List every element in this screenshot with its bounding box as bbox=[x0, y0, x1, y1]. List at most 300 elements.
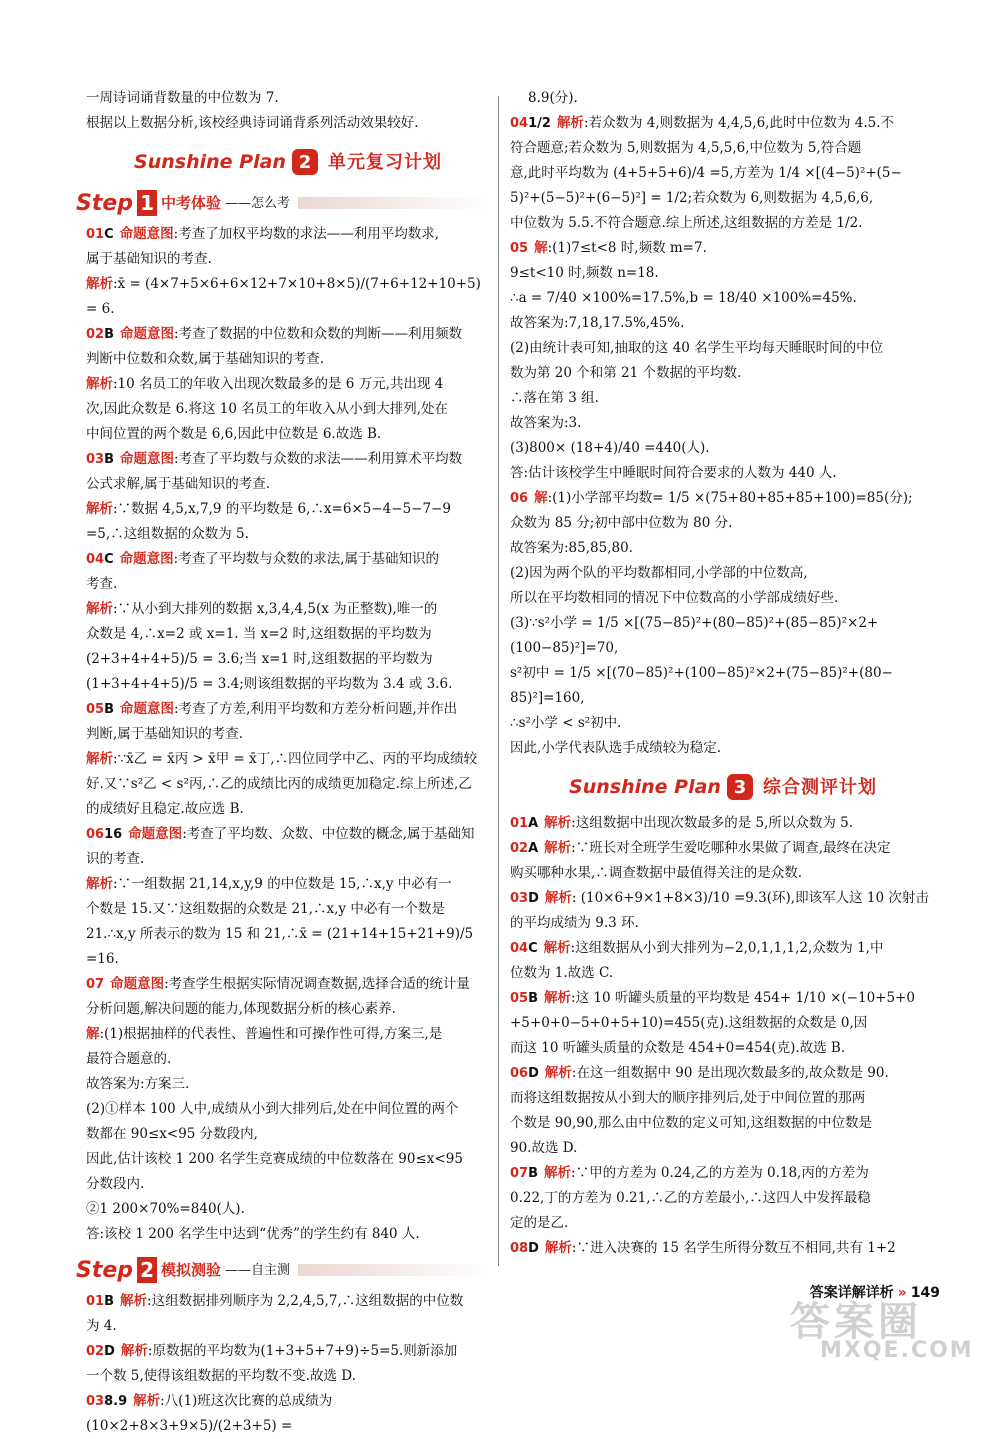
answer-item bbox=[86, 447, 490, 547]
answer-text: :这 10 听罐头质量的平均数是 454+ 1/10 ×(−10+5+0 bbox=[571, 990, 915, 1006]
answer-line bbox=[86, 1222, 490, 1247]
section-tag: 命题意图 bbox=[119, 551, 174, 567]
answer-text: :考查了加权平均数的求法——利用平均数求, bbox=[173, 226, 439, 242]
answer-choice: B bbox=[104, 702, 115, 717]
answer-line bbox=[86, 1339, 490, 1364]
answer-text: 85)²]=160, bbox=[510, 690, 585, 706]
answer-line bbox=[86, 222, 490, 247]
answer-line bbox=[86, 672, 490, 697]
answer-text: 中间位置的两个数是 6,6,因此中位数是 6.故选 B. bbox=[86, 426, 382, 442]
answer-line bbox=[86, 522, 490, 547]
answer-line bbox=[510, 661, 936, 686]
step-number: 1 bbox=[137, 190, 157, 216]
answer-text: 答:估计该校学生中睡眠时间符合要求的人数为 440 人. bbox=[510, 465, 837, 481]
answer-line bbox=[86, 1122, 490, 1147]
answer-text: 而这 10 听罐头质量的众数是 454+0=454(克).故选 B. bbox=[510, 1040, 846, 1056]
answer-choice: 16 bbox=[104, 827, 123, 842]
answer-text: 数为第 20 个和第 21 个数据的平均数. bbox=[510, 365, 742, 381]
answer-text: ②1 200×70%=840(人). bbox=[86, 1201, 245, 1217]
section-tag: 解 bbox=[534, 240, 548, 256]
answer-text: ∴s²小学 < s²初中. bbox=[510, 715, 622, 731]
answer-line bbox=[510, 111, 936, 136]
answer-text: 9≤t<10 时,频数 n=18. bbox=[510, 265, 659, 281]
answer-text: 次,因此众数是 6.将这 10 名员工的年收入从小到大排列,处在 bbox=[86, 401, 449, 417]
answer-line bbox=[86, 797, 490, 822]
answer-item bbox=[510, 1236, 936, 1261]
answer-text: 21.∴x,y 所表示的数为 15 和 21,∴x̄ = (21+14+15+21+9)/5 bbox=[86, 926, 474, 942]
intro-line-2: 根据以上数据分析,该校经典诗词诵背系列活动效果较好. bbox=[86, 115, 419, 131]
answer-text: 5)²+(5−5)²+(6−5)²] = 1/2;若众数为 6,则数据为 4,5,6,6, bbox=[510, 190, 874, 206]
answer-text: :∵一组数据 21,14,x,y,9 的中位数是 15,∴x,y 中必有一 bbox=[113, 876, 452, 892]
answer-choice: 1/2 bbox=[528, 116, 551, 131]
answer-text: ∴落在第 3 组. bbox=[510, 390, 599, 406]
answer-line bbox=[510, 886, 936, 911]
section-tag: 解析 bbox=[556, 115, 584, 131]
answer-line bbox=[510, 911, 936, 936]
answer-item bbox=[86, 697, 490, 822]
answer-line bbox=[510, 586, 936, 611]
answer-text: (2)①样本 100 人中,成绩从小到大排列后,处在中间位置的两个 bbox=[86, 1101, 459, 1117]
answer-choice: B bbox=[104, 327, 115, 342]
answer-line bbox=[86, 1147, 490, 1172]
plan-number-badge: 2 bbox=[292, 149, 318, 175]
section-tag: 解析 bbox=[86, 501, 113, 517]
question-number: 01 bbox=[86, 1294, 105, 1309]
answer-item bbox=[510, 1161, 936, 1236]
answer-line bbox=[86, 547, 490, 572]
answer-choice: A bbox=[528, 816, 539, 831]
answer-line bbox=[510, 186, 936, 211]
answer-text: 公式求解,属于基础知识的考查. bbox=[86, 476, 271, 492]
answer-line bbox=[510, 936, 936, 961]
answer-item bbox=[86, 972, 490, 1247]
answer-text: 而将这组数据按从小到大的顺序排列后,处于中间位置的那两 bbox=[510, 1090, 866, 1106]
answer-text: 数都在 90≤x<95 分数段内, bbox=[86, 1126, 258, 1142]
page-number: 149 bbox=[910, 1285, 940, 1301]
question-number: 07 bbox=[86, 977, 105, 992]
answer-text: +5+0+0−5+0+5+10)=455(克).这组数据的众数是 0,因 bbox=[510, 1015, 868, 1031]
answer-line bbox=[86, 372, 490, 397]
answer-line bbox=[510, 236, 936, 261]
answer-item bbox=[86, 1339, 490, 1389]
answer-text: 故答案为:方案三. bbox=[86, 1076, 190, 1092]
answer-text: =5,∴这组数据的众数为 5. bbox=[86, 526, 249, 542]
answer-line bbox=[510, 411, 936, 436]
section-tag: 解 bbox=[86, 1026, 100, 1042]
answer-line bbox=[86, 1314, 490, 1339]
answer-line bbox=[510, 436, 936, 461]
question-number: 06 bbox=[510, 1066, 529, 1081]
answer-line bbox=[86, 1289, 490, 1314]
answer-line bbox=[510, 1011, 936, 1036]
answer-choice: C bbox=[528, 941, 538, 956]
answer-text: :若众数为 4,则数据为 4,4,5,6,此时中位数为 4.5.不 bbox=[583, 115, 895, 131]
section-tag: 解析 bbox=[544, 1165, 572, 1181]
answer-line bbox=[510, 261, 936, 286]
question-number: 02 bbox=[86, 327, 105, 342]
answer-text: 故答案为:3. bbox=[510, 415, 582, 431]
answer-line bbox=[510, 1086, 936, 1111]
answer-text: 个数是 15.又∵这组数据的众数是 21,∴x,y 中必有一个数是 bbox=[86, 901, 445, 917]
answer-item bbox=[510, 936, 936, 986]
section-tag: 命题意图 bbox=[120, 701, 175, 717]
answer-choice: D bbox=[528, 1066, 539, 1081]
answer-text: :考查了平均数与众数的求法,属于基础知识的 bbox=[173, 551, 439, 567]
answer-text: 众数为 85 分;初中部中位数为 80 分. bbox=[510, 515, 733, 531]
answer-choice: 8.9 bbox=[104, 1394, 128, 1409]
answer-text: 故答案为:7,18,17.5%,45%. bbox=[510, 315, 685, 331]
answer-text: 分析问题,解决问题的能力,体现数据分析的核心素养. bbox=[86, 1001, 396, 1017]
answer-item bbox=[86, 1389, 490, 1439]
step-label: Step bbox=[76, 1257, 134, 1283]
section-tag: 解析 bbox=[86, 276, 113, 292]
answer-item bbox=[86, 547, 490, 697]
answer-line bbox=[510, 386, 936, 411]
answer-text: (3)∵s²小学 = 1/5 ×[(75−85)²+(80−85)²+(85−85)²×2+ bbox=[510, 615, 879, 631]
answer-text: :八(1)班这次比赛的总成绩为 (10×2+8×3+9×5)/(2+3+5) = bbox=[86, 1393, 333, 1434]
answer-line bbox=[86, 1072, 490, 1097]
section-tag: 命题意图 bbox=[120, 451, 175, 467]
answer-item bbox=[86, 822, 490, 972]
step-1-answers bbox=[86, 222, 490, 1247]
step-decor-bar bbox=[298, 197, 490, 209]
answer-line bbox=[86, 922, 490, 947]
question-number: 05 bbox=[510, 991, 529, 1006]
answer-text: 中位数为 5.5.不符合题意.综上所述,这组数据的方差是 1/2. bbox=[510, 215, 863, 231]
answer-choice: B bbox=[528, 991, 539, 1006]
answer-text: :∵从小到大排列的数据 x,3,4,4,5(x 为正整数),唯一的 bbox=[113, 601, 438, 617]
question-number: 01 bbox=[86, 227, 105, 242]
sunshine-plan-label: Sunshine Plan bbox=[134, 150, 286, 173]
answer-line bbox=[510, 561, 936, 586]
answer-line bbox=[510, 1186, 936, 1211]
answer-text: s²初中 = 1/5 ×[(70−85)²+(100−85)²×2+(75−85)²+(80− bbox=[510, 665, 893, 681]
answer-line bbox=[86, 647, 490, 672]
answer-line bbox=[86, 747, 490, 772]
answer-item bbox=[510, 986, 936, 1061]
step-number: 2 bbox=[137, 1257, 157, 1283]
answer-text: (2)因为两个队的平均数都相同,小学部的中位数高, bbox=[510, 565, 808, 581]
answer-text: :考查了平均数与众数的求法——利用算术平均数 bbox=[174, 451, 463, 467]
answer-text: 好.又∵s²乙 < s²丙,∴乙的成绩比丙的成绩更加稳定.综上所述,乙 bbox=[86, 776, 472, 792]
plan-title: 单元复习计划 bbox=[327, 151, 442, 173]
step-subtitle: ——自主测 bbox=[225, 1262, 291, 1278]
question-number: 04 bbox=[86, 552, 105, 567]
answer-text: :x̄ = (4×7+5×6+6×12+7×10+8×5)/(7+6+12+10+5) = 6. bbox=[86, 276, 481, 317]
answer-choice: A bbox=[528, 841, 539, 856]
answer-text: ∴a = 7/40 ×100%=17.5%,b = 18/40 ×100%=45%. bbox=[510, 290, 857, 306]
answer-item bbox=[510, 1061, 936, 1161]
answer-item bbox=[510, 111, 936, 236]
answer-line bbox=[510, 861, 936, 886]
answer-item bbox=[510, 836, 936, 886]
answer-text: 众数是 4,∴x=2 或 x=1. 当 x=2 时,这组数据的平均数为 bbox=[86, 626, 432, 642]
answer-text: 因此,估计该校 1 200 名学生竞赛成绩的中位数落在 90≤x<95 bbox=[86, 1151, 463, 1167]
answer-line bbox=[86, 1047, 490, 1072]
answer-text: (2+3+4+4+5)/5 = 3.6;当 x=1 时,这组数据的平均数为 bbox=[86, 651, 433, 667]
answer-line bbox=[510, 1161, 936, 1186]
answer-text: 位数为 1.故选 C. bbox=[510, 965, 614, 981]
step-title: 中考体验 bbox=[161, 193, 222, 212]
answer-line bbox=[510, 1136, 936, 1161]
section-tag: 解析 bbox=[86, 376, 113, 392]
answer-text: 识的考查. bbox=[86, 851, 145, 867]
answer-line bbox=[510, 686, 936, 711]
answer-text: 的成绩好且稳定.故应选 B. bbox=[86, 801, 244, 817]
question-number: 02 bbox=[510, 841, 529, 856]
left-column bbox=[76, 86, 490, 1439]
step-2-answers bbox=[86, 1289, 490, 1439]
question-number: 05 bbox=[86, 702, 105, 717]
answer-line bbox=[510, 336, 936, 361]
section-tag: 命题意图 bbox=[110, 976, 165, 992]
answer-text: 的平均成绩为 9.3 环. bbox=[510, 915, 639, 931]
answer-text: :∵数据 4,5,x,7,9 的平均数是 6,∴x=6×5−4−5−7−9 bbox=[113, 501, 451, 517]
answer-line bbox=[510, 811, 936, 836]
answer-line bbox=[510, 286, 936, 311]
answer-line bbox=[86, 272, 490, 322]
plan-title: 综合测评计划 bbox=[762, 776, 877, 798]
section-tag: 解析 bbox=[544, 990, 572, 1006]
answer-text: (1+3+4+4+5)/5 = 3.4;则该组数据的平均数为 3.4 或 3.6. bbox=[86, 676, 453, 692]
section-tag: 解 bbox=[534, 490, 548, 506]
answer-line bbox=[86, 472, 490, 497]
answer-line bbox=[86, 872, 490, 897]
answer-line bbox=[510, 836, 936, 861]
answer-text: 因此,小学代表队选手成绩较为稳定. bbox=[510, 740, 722, 756]
question-number: 06 bbox=[86, 827, 105, 842]
answer-text: 所以在平均数相同的情况下中位数高的小学部成绩好些. bbox=[510, 590, 839, 606]
answer-line bbox=[510, 361, 936, 386]
answer-line bbox=[86, 947, 490, 972]
section-tag: 命题意图 bbox=[119, 226, 174, 242]
section-tag: 解析 bbox=[544, 1065, 572, 1081]
answer-line bbox=[510, 1111, 936, 1136]
answer-line bbox=[510, 1236, 936, 1261]
answer-line bbox=[510, 486, 936, 511]
question-number: 04 bbox=[510, 941, 529, 956]
answer-line bbox=[86, 247, 490, 272]
section-tag: 解析 bbox=[86, 876, 113, 892]
answer-choice: D bbox=[528, 1241, 539, 1256]
answer-line bbox=[86, 697, 490, 722]
answer-text: =16. bbox=[86, 951, 119, 967]
question-number: 04 bbox=[510, 116, 529, 131]
right-column bbox=[510, 86, 936, 1261]
answer-text: :∵甲的方差为 0.24,乙的方差为 0.18,丙的方差为 bbox=[571, 1165, 869, 1181]
answer-text: 意,此时平均数为 (4+5+5+6)/4 =5,方差为 1/4 ×[(4−5)²+(5− bbox=[510, 165, 902, 181]
watermark bbox=[770, 1290, 980, 1370]
answer-line bbox=[510, 461, 936, 486]
answer-text: 故答案为:85,85,80. bbox=[510, 540, 633, 556]
answer-line bbox=[86, 972, 490, 997]
section-tag: 解析 bbox=[120, 1293, 148, 1309]
section-tag: 解析 bbox=[133, 1393, 161, 1409]
answer-text: (2)由统计表可知,抽取的这 40 名学生平均每天睡眠时间的中位 bbox=[510, 340, 884, 356]
section-tag: 命题意图 bbox=[120, 326, 175, 342]
answer-choice: B bbox=[104, 1294, 115, 1309]
answer-line bbox=[510, 636, 936, 661]
answer-line bbox=[510, 986, 936, 1011]
double-arrow-icon: » bbox=[897, 1285, 907, 1301]
answer-item bbox=[86, 222, 490, 322]
answer-line bbox=[510, 161, 936, 186]
answer-line bbox=[510, 961, 936, 986]
answer-line bbox=[86, 1389, 490, 1439]
section-tag: 解析 bbox=[544, 815, 572, 831]
section-tag: 命题意图 bbox=[128, 826, 183, 842]
answer-line bbox=[510, 536, 936, 561]
answer-choice: B bbox=[528, 1166, 539, 1181]
question-number: 07 bbox=[510, 1166, 529, 1181]
answer-item bbox=[86, 1289, 490, 1339]
answer-choice: C bbox=[104, 552, 114, 567]
question-number: 08 bbox=[510, 1241, 529, 1256]
answer-text: :原数据的平均数为(1+3+5+7+9)÷5=5.则新添加 bbox=[147, 1343, 458, 1359]
answer-text: :(1)小学部平均数= 1/5 ×(75+80+85+85+100)=85(分); bbox=[547, 490, 913, 506]
answer-line bbox=[510, 1061, 936, 1086]
answer-line bbox=[86, 1197, 490, 1222]
section-tag: 解析 bbox=[544, 840, 572, 856]
answer-text: 为 4. bbox=[86, 1318, 117, 1334]
question-number: 06 bbox=[510, 491, 529, 506]
answer-text: 符合题意;若众数为 5,则数据为 4,5,5,6,中位数为 5,符合题 bbox=[510, 140, 862, 156]
answer-text: :考查了方差,利用平均数和方差分析问题,并作出 bbox=[174, 701, 458, 717]
step-1-header bbox=[76, 186, 490, 220]
step-decor-bar bbox=[298, 1264, 490, 1276]
sunshine-plan-2-banner bbox=[86, 142, 490, 182]
answer-line bbox=[86, 397, 490, 422]
answer-text: 0.22,丁的方差为 0.21,∴乙的方差最小,∴这四人中发挥最稳 bbox=[510, 1190, 871, 1206]
answer-item bbox=[86, 322, 490, 447]
answer-line bbox=[86, 997, 490, 1022]
answer-line bbox=[86, 447, 490, 472]
answer-text: 考查. bbox=[86, 576, 118, 592]
answer-text: :考查了数据的中位数和众数的判断——利用频数 bbox=[174, 326, 463, 342]
answer-text: 购买哪种水果,∴调查数据中最值得关注的是众数. bbox=[510, 865, 803, 881]
column-divider bbox=[498, 96, 499, 1266]
answer-text: : (10×6+9×1+8×3)/10 =9.3(环),即该军人这 10 次射击 bbox=[571, 890, 929, 906]
answer-line bbox=[86, 1172, 490, 1197]
answer-line bbox=[86, 622, 490, 647]
answer-item bbox=[510, 811, 936, 836]
answer-text: (100−85)²]=70, bbox=[510, 640, 619, 656]
answer-text: 一个数 5,使得该组数据的平均数不变.故选 D. bbox=[86, 1368, 356, 1384]
answer-line bbox=[510, 511, 936, 536]
answer-text: :∵班长对全班学生爱吃哪种水果做了调查,最终在决定 bbox=[571, 840, 891, 856]
answer-text: 最符合题意的. bbox=[86, 1051, 172, 1067]
footer-label: 答案详解详析 bbox=[809, 1285, 894, 1301]
answer-text: :考查了平均数、众数、中位数的概念,属于基础知 bbox=[182, 826, 475, 842]
answers-continued bbox=[510, 111, 936, 761]
answer-text: :在这一组数据中 90 是出现次数最多的,故众数是 90. bbox=[571, 1065, 889, 1081]
plan-number-badge: 3 bbox=[727, 774, 753, 800]
answer-line bbox=[86, 322, 490, 347]
answer-text: :这组数据从小到大排列为−2,0,1,1,1,2,众数为 1,中 bbox=[570, 940, 884, 956]
answer-line bbox=[510, 136, 936, 161]
answer-line bbox=[510, 1211, 936, 1236]
answer-line bbox=[86, 847, 490, 872]
answer-line bbox=[510, 736, 936, 761]
answer-text: 分数段内. bbox=[86, 1176, 145, 1192]
answer-text: :考查学生根据实际情况调查数据,选择合适的统计量 bbox=[164, 976, 470, 992]
answer-text: (3)800× (18+4)/40 =440(人). bbox=[510, 440, 710, 456]
answer-text: 属于基础知识的考查. bbox=[86, 251, 212, 267]
answer-line bbox=[510, 1036, 936, 1061]
answer-line bbox=[86, 572, 490, 597]
answer-line bbox=[510, 311, 936, 336]
answer-line bbox=[86, 1364, 490, 1389]
answer-line bbox=[510, 611, 936, 636]
step-title: 模拟测验 bbox=[161, 1260, 222, 1279]
answer-text: 判断,属于基础知识的考查. bbox=[86, 726, 244, 742]
answer-line bbox=[510, 711, 936, 736]
step-2-header bbox=[76, 1253, 490, 1287]
step-label: Step bbox=[76, 190, 134, 216]
step-subtitle: ——怎么考 bbox=[225, 195, 291, 211]
watermark-url: MXQE.COM bbox=[820, 1338, 974, 1363]
answer-choice: D bbox=[528, 891, 539, 906]
answer-choice: D bbox=[104, 1344, 115, 1359]
answer-choice: B bbox=[104, 452, 115, 467]
answer-text: 判断中位数和众数,属于基础知识的考查. bbox=[86, 351, 325, 367]
answer-text: :这组数据中出现次数最多的是 5,所以众数为 5. bbox=[571, 815, 854, 831]
section-tag: 解析 bbox=[86, 751, 113, 767]
answer-choice: C bbox=[104, 227, 114, 242]
answer-line bbox=[86, 1097, 490, 1122]
answer-text: 答:该校 1 200 名学生中达到“优秀”的学生约有 840 人. bbox=[86, 1226, 420, 1242]
answer-line bbox=[86, 1022, 490, 1047]
answer-text: :∵x̄乙 = x̄丙 > x̄甲 = x̄丁,∴四位同学中乙、丙的平均成绩较 bbox=[113, 751, 478, 767]
watermark-text: 答案圈 bbox=[790, 1299, 922, 1345]
answer-text: :∵进入决赛的 15 名学生所得分数互不相同,共有 1+2 bbox=[571, 1240, 896, 1256]
intro-line-1: 一周诗词诵背数量的中位数为 7. bbox=[86, 90, 279, 106]
question-number: 03 bbox=[510, 891, 529, 906]
answer-text: 个数是 90,90,那么由中位数的定义可知,这组数据的中位数是 bbox=[510, 1115, 873, 1131]
answer-line bbox=[86, 772, 490, 797]
sunshine-plan-label: Sunshine Plan bbox=[569, 775, 721, 798]
question-number: 05 bbox=[510, 241, 529, 256]
section-tag: 解析 bbox=[544, 1240, 572, 1256]
answer-text: :10 名员工的年收入出现次数最多的是 6 万元,共出现 4 bbox=[113, 376, 444, 392]
answer-line bbox=[86, 422, 490, 447]
answer-text: :(1)7≤t<8 时,频数 m=7. bbox=[547, 240, 707, 256]
answer-text: 定的是乙. bbox=[510, 1215, 569, 1231]
answer-line bbox=[510, 211, 936, 236]
question-number: 03 bbox=[86, 452, 105, 467]
section-tag: 解析 bbox=[86, 601, 113, 617]
answer-line bbox=[86, 897, 490, 922]
answer-line bbox=[86, 597, 490, 622]
sunshine-plan-3-banner bbox=[510, 767, 936, 807]
answer-item bbox=[510, 886, 936, 936]
answer-line bbox=[86, 347, 490, 372]
comprehensive-test-answers bbox=[510, 811, 936, 1261]
question-number: 03 bbox=[86, 1394, 105, 1409]
answer-item bbox=[510, 486, 936, 761]
answer-line bbox=[86, 722, 490, 747]
section-tag: 解析 bbox=[120, 1343, 148, 1359]
answer-text: :(1)根据抽样的代表性、普遍性和可操作性可得,方案三,是 bbox=[99, 1026, 443, 1042]
question-number: 01 bbox=[510, 816, 529, 831]
answer-line bbox=[86, 822, 490, 847]
continuation-line: 8.9(分). bbox=[528, 90, 578, 106]
answer-text: 90.故选 D. bbox=[510, 1140, 578, 1156]
answer-text: :这组数据排列顺序为 2,2,4,5,7,∴这组数据的中位数 bbox=[147, 1293, 464, 1309]
section-tag: 解析 bbox=[544, 890, 572, 906]
answer-item bbox=[510, 236, 936, 486]
section-tag: 解析 bbox=[543, 940, 571, 956]
